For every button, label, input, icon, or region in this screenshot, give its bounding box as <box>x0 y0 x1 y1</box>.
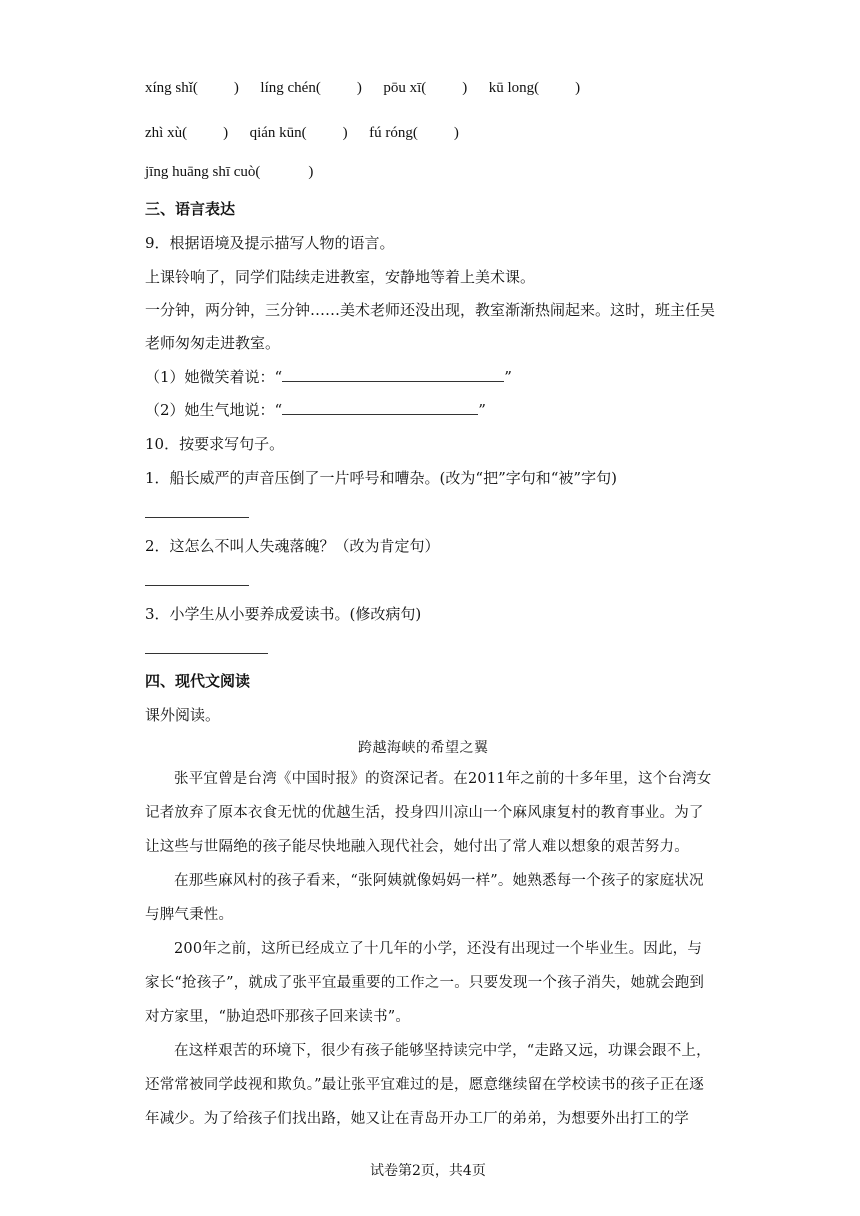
pinyin-item: kū long( ) <box>488 80 581 96</box>
pinyin-item: pōu xī( ) <box>383 80 468 96</box>
sentence-task-1: 1．船长威严的声音压倒了一片呼号和嘈杂。(改为“把”字句和“被”字句) <box>145 469 617 487</box>
answer-blank-1[interactable] <box>282 367 504 382</box>
question-10: 10．按要求写句子。 <box>145 435 285 453</box>
question-9: 9．根据语境及提示描写人物的语言。 <box>145 234 395 252</box>
article-paragraph-3: 200年之前，这所已经成立了十几年的小学，还没有出现过一个毕业生。因此，与家长“抢孩子”，就成了张平宜最重要的工作之一。只要发现一个孩子消失，她就会跑到对方家里，“胁迫恐吓那孩子回来读书”。 <box>145 941 705 1025</box>
context-line-2: 一分钟，两分钟，三分钟……美术老师还没出现，教室渐渐热闹起来。这时，班主任吴 <box>145 301 716 319</box>
section-4-title: 四、现代文阅读 <box>145 672 251 690</box>
article-paragraph-4: 在这样艰苦的环境下，很少有孩子能够坚持读完中学，“走路又远，功课会跟不上，还常常被同学歧视和欺负。”最让张平宜难过的是，愿意继续留在学校读书的孩子正在逐年减少。为了给孩子们找出路，她又让在青岛开办工厂的弟弟，为想要外出打工的学 <box>145 1043 711 1127</box>
section-3-title: 三、语言表达 <box>145 200 236 218</box>
sentence-task-3: 3．小学生从小要养成爱读书。(修改病句) <box>145 605 422 623</box>
article-title: 跨越海峡的希望之翼 <box>358 740 489 756</box>
pinyin-item: fú róng( ) <box>369 125 459 141</box>
context-line-1: 上课铃响了，同学们陆续走进教室，安静地等着上美术课。 <box>145 268 536 286</box>
context-line-3: 老师匆匆走进教室。 <box>145 334 281 352</box>
sub-question-2: （2）她生气地说：“ ” <box>145 401 486 419</box>
pinyin-row-3 <box>145 164 313 181</box>
pinyin-row-2 <box>145 125 459 142</box>
sub-question-1: （1）她微笑着说：“ ” <box>145 368 512 386</box>
pinyin-item: xíng shǐ( ) <box>145 80 239 96</box>
pinyin-row-1 <box>145 80 580 97</box>
answer-line-2[interactable] <box>145 585 249 586</box>
page-footer: 试卷第2页，共4页 <box>370 1163 486 1179</box>
article-paragraph-1: 张平宜曾是台湾《中国时报》的资深记者。在2011年之前的十多年里，这个台湾女记者放弃了原本衣食无忧的优越生活，投身四川凉山一个麻风康复村的教育事业。为了让这些与世隔绝的孩子能尽快地融入现代社会，她付出了常人难以想象的艰苦努力。 <box>145 771 712 855</box>
article-paragraph-2: 在那些麻风村的孩子看来，“张阿姨就像妈妈一样”。她熟悉每一个孩子的家庭状况与脾气秉性。 <box>145 873 704 923</box>
answer-line-1[interactable] <box>145 517 249 518</box>
pinyin-item: zhì xù( ) <box>145 125 229 141</box>
pinyin-item: qián kūn( ) <box>249 125 348 141</box>
sentence-task-2: 2．这怎么不叫人失魂落魄？（改为肯定句） <box>145 537 440 555</box>
reading-intro: 课外阅读。 <box>145 706 221 724</box>
answer-blank-2[interactable] <box>282 400 478 415</box>
answer-line-3[interactable] <box>145 653 268 654</box>
pinyin-item: líng chén( ) <box>260 80 362 96</box>
pinyin-item: jīng huāng shī cuò( ) <box>145 164 314 180</box>
